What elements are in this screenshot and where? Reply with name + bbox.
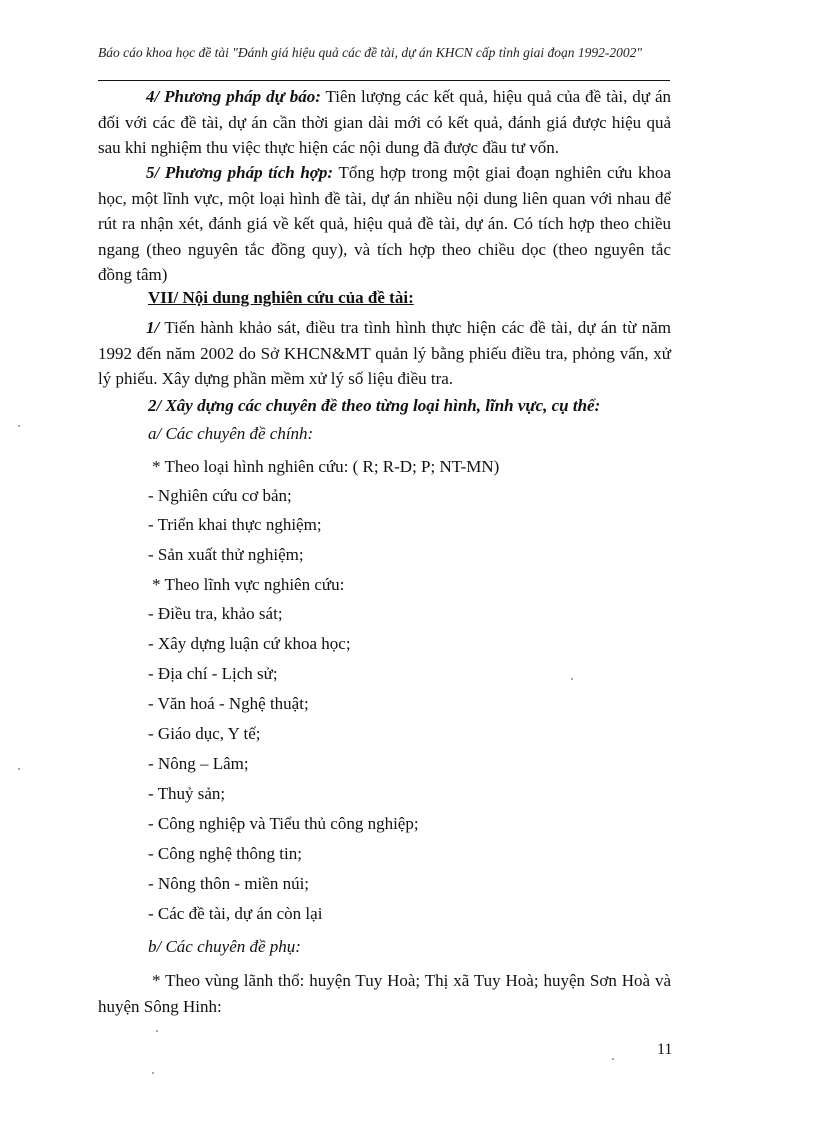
sub-a-heading: a/ Các chuyên đề chính: xyxy=(148,424,314,443)
header-rule xyxy=(98,80,670,81)
page-number: 11 xyxy=(657,1041,673,1058)
item-1-paragraph xyxy=(98,315,671,392)
section-7-heading: VII/ Nội dung nghiên cứu của đề tài: xyxy=(148,288,414,307)
list-item: - Điều tra, khảo sát; xyxy=(148,604,283,623)
list-item: - Thuỷ sản; xyxy=(148,784,226,803)
scan-speck xyxy=(18,425,20,427)
item-1-body: Tiến hành khảo sát, điều tra tình hình thực hiện các đề tài, dự án từ năm 1992 đến năm 2002 do Sở KHCN&MT quản lý bằng phiếu điều tra, phỏng vấn, xử lý phiếu. Xây dựng phần mềm xử lý số liệu điều tra. xyxy=(98,318,671,388)
section-4-heading: 4/ Phương pháp dự báo: xyxy=(146,87,321,106)
list-item: - Địa chí - Lịch sử; xyxy=(148,664,278,683)
section-4-paragraph xyxy=(98,84,671,161)
item-1-number: 1/ xyxy=(146,318,160,337)
list-item: - Nông thôn - miền núi; xyxy=(148,874,310,893)
scan-speck xyxy=(156,1030,158,1032)
scan-speck xyxy=(571,678,573,680)
section-5-heading: 5/ Phương pháp tích hợp: xyxy=(146,163,334,182)
scan-speck xyxy=(612,1058,614,1060)
list-item: - Nông – Lâm; xyxy=(148,754,249,773)
running-header: Báo cáo khoa học đề tài "Đánh giá hiệu quả các đề tài, dự án KHCN cấp tỉnh giai đoạn 1992-2002" xyxy=(98,45,643,60)
list-item: - Công nghiệp và Tiểu thủ công nghiệp; xyxy=(148,814,419,833)
list-item: - Văn hoá - Nghệ thuật; xyxy=(148,694,309,713)
list-item: - Xây dựng luận cứ khoa học; xyxy=(148,634,351,653)
type-heading: * Theo loại hình nghiên cứu: ( R; R-D; P; NT-MN) xyxy=(152,457,500,476)
list-item: - Giáo dục, Y tế; xyxy=(148,724,261,743)
region-paragraph: * Theo vùng lãnh thổ: huyện Tuy Hoà; Thị xã Tuy Hoà; huyện Sơn Hoà và huyện Sông Hinh: xyxy=(98,971,671,1016)
scan-speck xyxy=(152,1072,154,1074)
field-heading: * Theo lĩnh vực nghiên cứu: xyxy=(152,575,345,594)
list-item: - Triển khai thực nghiệm; xyxy=(148,515,322,534)
scan-speck xyxy=(18,768,20,770)
list-item: - Các đề tài, dự án còn lại xyxy=(148,904,323,923)
list-item: - Nghiên cứu cơ bản; xyxy=(148,486,292,505)
item-2-heading: 2/ Xây dựng các chuyên đề theo từng loại hình, lĩnh vực, cụ thể: xyxy=(148,396,601,415)
section-4-body: Tiên lượng các kết quả, hiệu quả của đề tài, dự án đối với các đề tài, dự án cần thời gian dài mới có kết quả, đánh giá được hiệu quả sau khi nghiệm thu việc thực hiện các nội dung đã được đầu tư vốn. xyxy=(98,87,672,157)
section-5-paragraph xyxy=(98,160,671,288)
list-item: - Sản xuất thử nghiệm; xyxy=(148,545,304,564)
sub-b-heading: b/ Các chuyên đề phụ: xyxy=(148,937,301,956)
list-item: - Công nghệ thông tin; xyxy=(148,844,302,863)
section-5-body: Tổng hợp trong một giai đoạn nghiên cứu khoa học, một lĩnh vực, một loại hình đề tài, dự án nhiều nội dung liên quan với nhau để rút ra nhận xét, đánh giá về kết quả, hiệu quả đề tài, dự án. Có tích hợp theo chiều ngang (theo nguyên tắc đồng quy), và tích hợp theo chiều dọc (theo nguyên tắc đồng tâm) xyxy=(98,163,671,284)
